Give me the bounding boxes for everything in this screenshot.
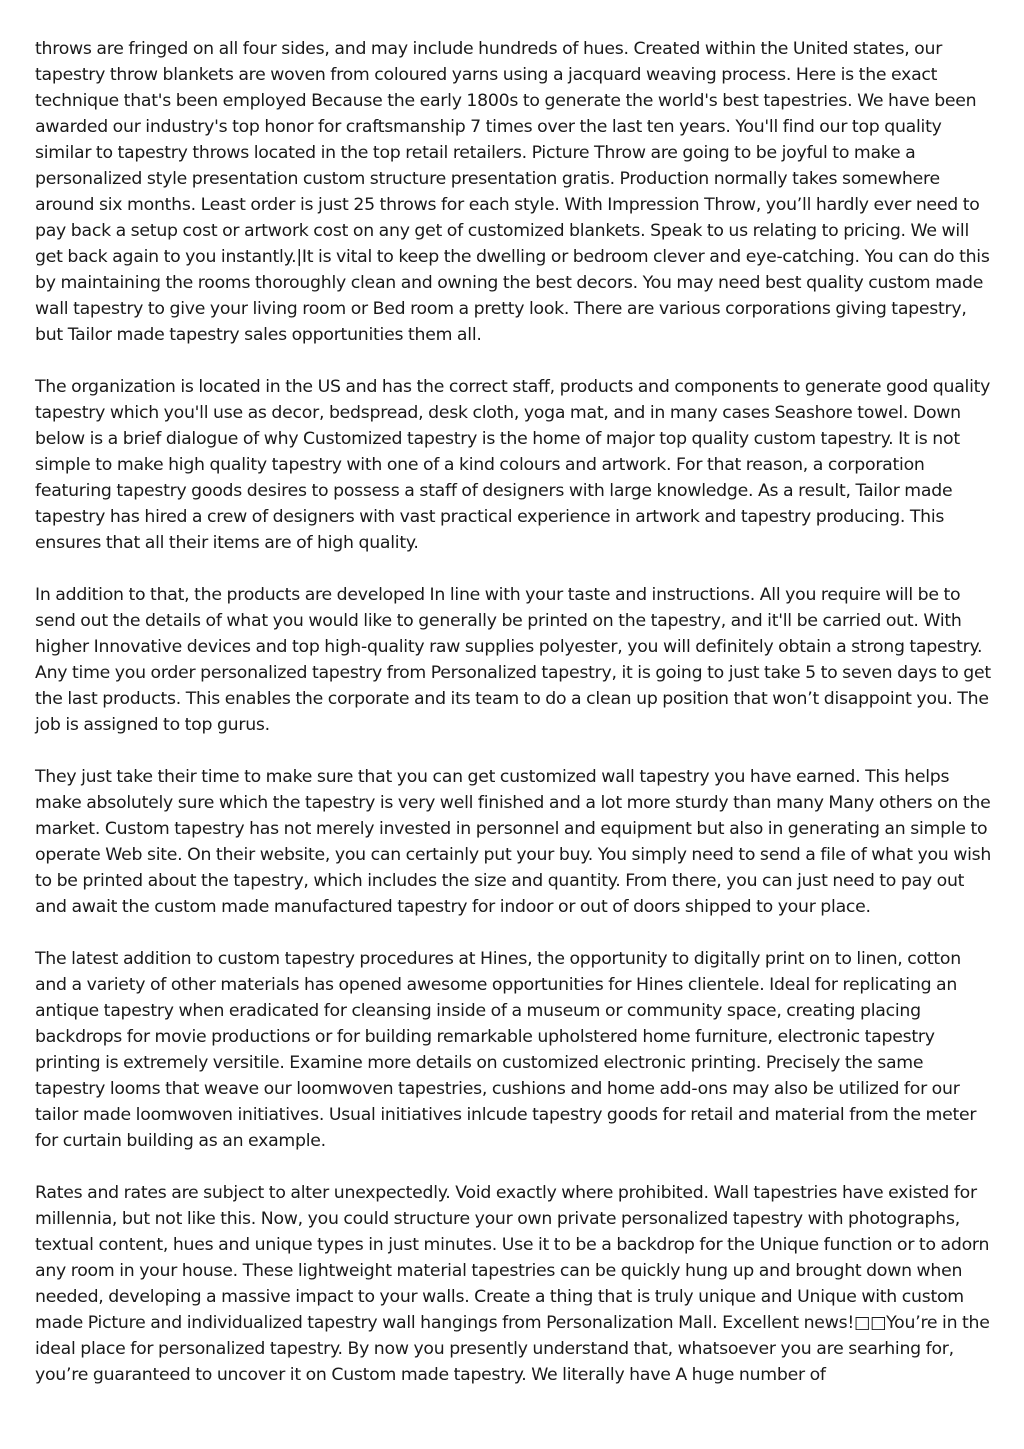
- paragraph-1: throws are fringed on all four sides, and may include hundreds of hues. Created within the United states, our tapestry throw blankets are woven from coloured yarns using a jacquard weaving process. Here is the exact technique that's been employed Because the early 1800s to generate the world's best tapestries. We have been awarded our industry's top honor for craftsmanship 7 times over the last ten years. You'll find our top quality similar to tapestry throws located in the top retail retailers. Picture Throw are going to be joyful to make a personalized style presentation custom structure presentation gratis. Production normally takes somewhere around six months. Least order is just 25 throws for each style. With Impression Throw, you’ll hardly ever need to pay back a setup cost or artwork cost on any get of customized blankets. Speak to us relating to pricing. We will get back again to you instantly.|It is vital to keep the dwelling or bedroom clever and eye-catching. You can do this by maintaining the rooms thoroughly clean and owning the best decors. You may need best quality custom made wall tapestry to give your living room or Bed room a pretty look. There are various corporations giving tapestry, but Tailor made tapestry sales opportunities them all.: [35, 39, 990, 345]
- paragraph-2: The organization is located in the US and has the correct staff, products and components to generate good quality tapestry which you'll use as decor, bedspread, desk cloth, yoga mat, and in many cases Seashore towel. Down below is a brief dialogue of why Customized tapestry is the home of major top quality custom tapestry. It is not simple to make high quality tapestry with one of a kind colours and artwork. For that reason, a corporation featuring tapestry goods desires to possess a staff of designers with large knowledge. As a result, Tailor made tapestry has hired a crew of designers with vast practical experience in artwork and tapestry producing. This ensures that all their items are of high quality.: [35, 377, 991, 553]
- paragraph-3: In addition to that, the products are developed In line with your taste and instructions. All you require will be to send out the details of what you would like to generally be printed on the tapestry, and it'll be carried out. With higher Innovative devices and top high-quality raw supplies polyester, you will definitely obtain a strong tapestry. Any time you order personalized tapestry from Personalized tapestry, it is going to just take 5 to seven days to get the last products. This enables the corporate and its team to do a clean up position that won’t disappoint you. The job is assigned to top gurus.: [35, 585, 991, 735]
- paragraph-6: Rates and rates are subject to alter unexpectedly. Void exactly where prohibited. Wall tapestries have existed for millennia, but not like this. Now, you could structure your own private personalized tapestry with photographs, textual content, hues and unique types in just minutes. Use it to be a backdrop for the Unique function or to adorn any room in your house. These lightweight material tapestries can be quickly hung up and brought down when needed, developing a massive impact to your walls. Create a thing that is truly unique and Unique with custom made Picture and individualized tapestry wall hangings from Personalization Mall. Excellent news!□□You’re in the ideal place for personalized tapestry. By now you presently understand that, whatsoever you are searhing for, you’re guaranteed to uncover it on Custom made tapestry. We literally have A huge number of: [35, 1183, 990, 1385]
- paragraph-5: The latest addition to custom tapestry procedures at Hines, the opportunity to digitally print on to linen, cotton and a variety of other materials has opened awesome opportunities for Hines clientele. Ideal for replicating an antique tapestry when eradicated for cleansing inside of a museum or community space, creating placing backdrops for movie productions or for building remarkable upholstered home furniture, electronic tapestry printing is extremely versitile. Examine more details on customized electronic printing. Precisely the same tapestry looms that weave our loomwoven tapestries, cushions and home add-ons may also be utilized for our tailor made loomwoven initiatives. Usual initiatives inlcude tapestry goods for retail and material from the meter for curtain building as an example.: [35, 949, 977, 1151]
- paragraph-4: They just take their time to make sure that you can get customized wall tapestry you have earned. This helps make absolutely sure which the tapestry is very well finished and a lot more sturdy than many Many others on the market. Custom tapestry has not merely invested in personnel and equipment but also in generating an simple to operate Web site. On their website, you can certainly put your buy. You simply need to send a file of what you wish to be printed about the tapestry, which includes the size and quantity. From there, you can just need to pay out and await the custom made manufactured tapestry for indoor or out of doors shipped to your place.: [35, 767, 992, 917]
- document-body: [35, 36, 993, 1414]
